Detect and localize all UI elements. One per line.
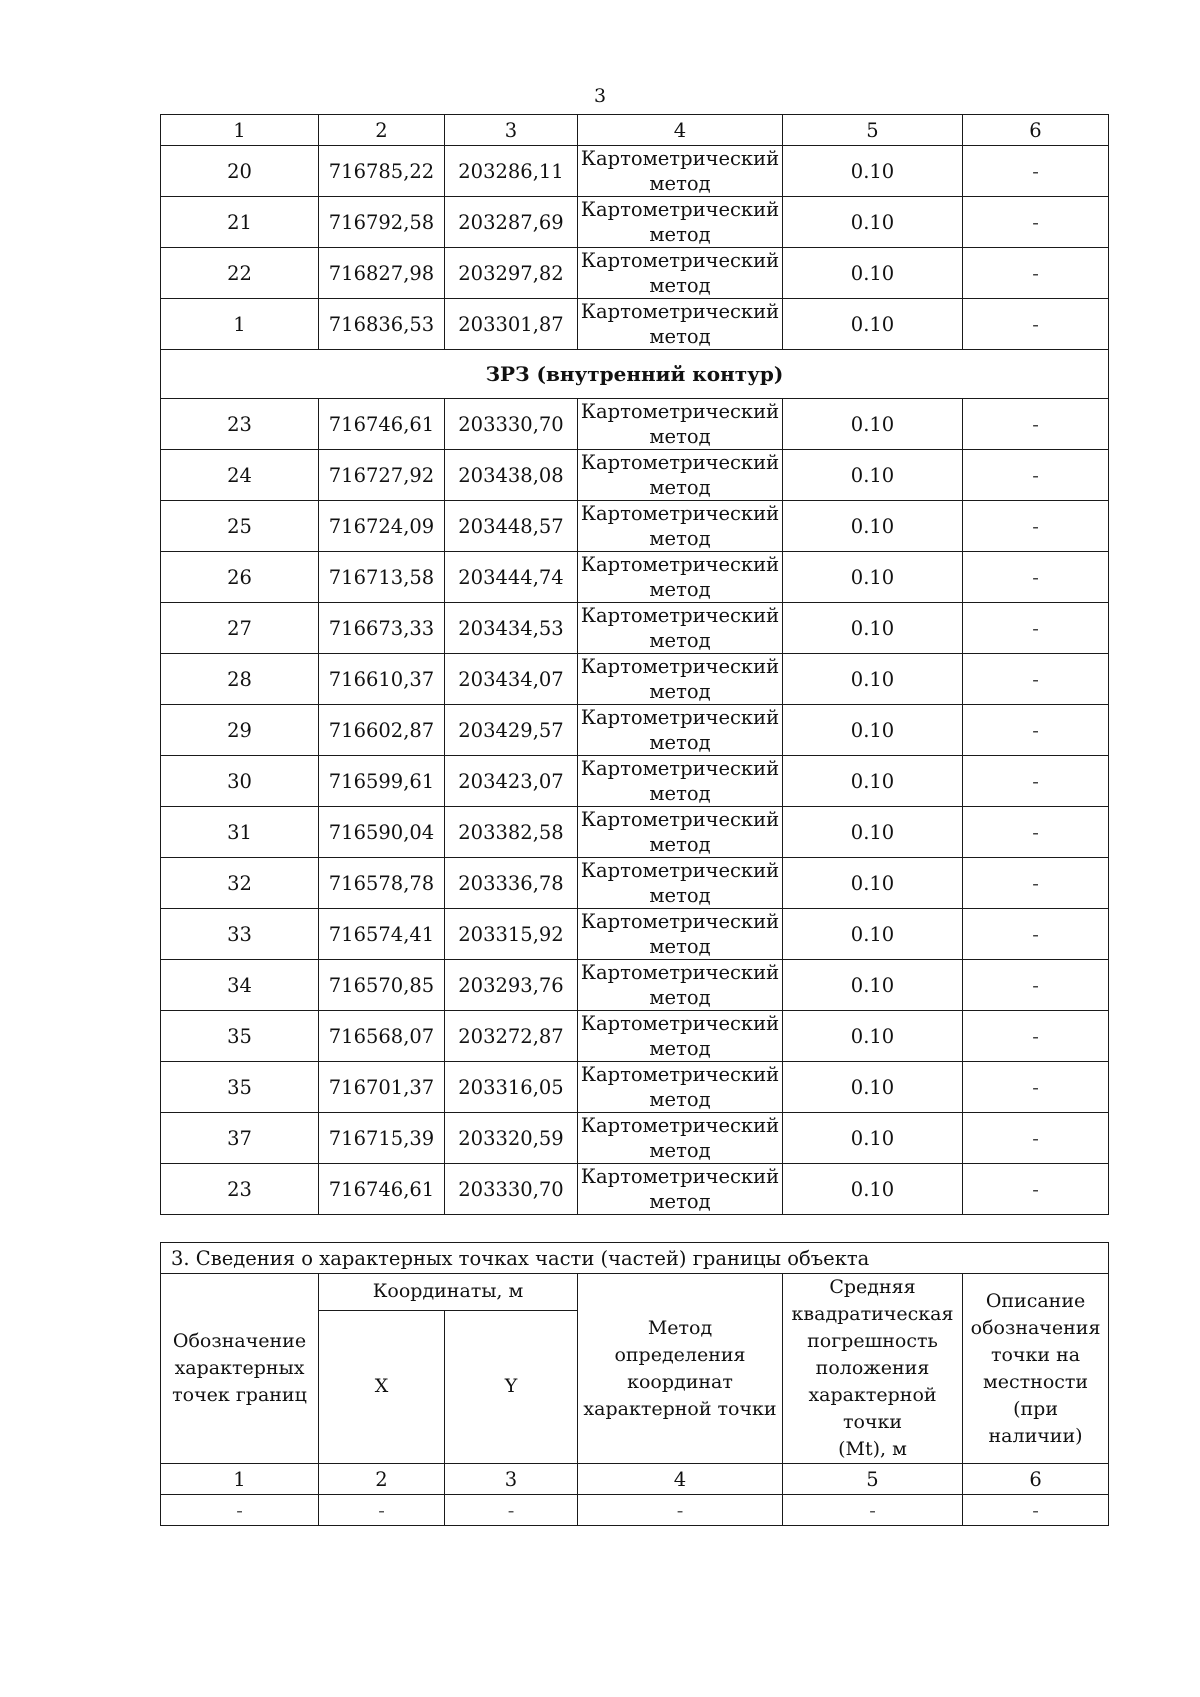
method-line: метод bbox=[649, 1139, 711, 1162]
method-line: метод bbox=[649, 325, 711, 348]
description-value: - bbox=[963, 756, 1109, 807]
coordinate-x: 716610,37 bbox=[319, 654, 445, 705]
coordinate-x: 716599,61 bbox=[319, 756, 445, 807]
method-line: Картометрический bbox=[580, 757, 780, 780]
point-number: 32 bbox=[161, 858, 319, 909]
table-row bbox=[161, 552, 1109, 603]
coordinate-y: 203272,87 bbox=[445, 1011, 578, 1062]
coordinate-y: 203301,87 bbox=[445, 299, 578, 350]
description-value: - bbox=[963, 807, 1109, 858]
method-cell bbox=[578, 858, 783, 909]
coordinate-x: 716713,58 bbox=[319, 552, 445, 603]
method-cell bbox=[578, 909, 783, 960]
method-line: Картометрический bbox=[580, 249, 780, 272]
method-cell bbox=[578, 960, 783, 1011]
point-number: 28 bbox=[161, 654, 319, 705]
table-row bbox=[161, 807, 1109, 858]
header-line: координат bbox=[627, 1370, 733, 1393]
coordinate-y: 203444,74 bbox=[445, 552, 578, 603]
coordinate-y: 203315,92 bbox=[445, 909, 578, 960]
table-row bbox=[161, 705, 1109, 756]
method-line: Картометрический bbox=[580, 553, 780, 576]
description-value: - bbox=[963, 146, 1109, 197]
table-row bbox=[161, 1113, 1109, 1164]
coordinate-x: 716746,61 bbox=[319, 1164, 445, 1215]
accuracy-value: 0.10 bbox=[783, 705, 963, 756]
method-cell bbox=[578, 146, 783, 197]
description-value: - bbox=[963, 1011, 1109, 1062]
point-number: 26 bbox=[161, 552, 319, 603]
header-line: определения bbox=[614, 1343, 746, 1366]
description-value: - bbox=[963, 197, 1109, 248]
accuracy-value: 0.10 bbox=[783, 1113, 963, 1164]
table-row bbox=[161, 960, 1109, 1011]
column-number: 5 bbox=[783, 1464, 963, 1495]
column-number: 1 bbox=[161, 1464, 319, 1495]
header-method bbox=[578, 1274, 783, 1464]
coordinate-y: 203293,76 bbox=[445, 960, 578, 1011]
coordinate-x: 716727,92 bbox=[319, 450, 445, 501]
header-accuracy bbox=[783, 1274, 963, 1464]
table-row bbox=[161, 248, 1109, 299]
coordinate-x: 716570,85 bbox=[319, 960, 445, 1011]
point-number: 21 bbox=[161, 197, 319, 248]
method-line: Картометрический bbox=[580, 502, 780, 525]
method-line: Картометрический bbox=[580, 604, 780, 627]
point-number: 30 bbox=[161, 756, 319, 807]
column-number: 2 bbox=[319, 1464, 445, 1495]
method-line: метод bbox=[649, 527, 711, 550]
point-number: 35 bbox=[161, 1011, 319, 1062]
coordinate-x: 716792,58 bbox=[319, 197, 445, 248]
header-line: характерной точки bbox=[583, 1397, 777, 1420]
description-value: - bbox=[963, 248, 1109, 299]
coordinate-x: 716701,37 bbox=[319, 1062, 445, 1113]
coordinate-x: 716724,09 bbox=[319, 501, 445, 552]
method-line: Картометрический bbox=[580, 451, 780, 474]
description-value: - bbox=[963, 299, 1109, 350]
method-line: Картометрический bbox=[580, 910, 780, 933]
method-line: метод bbox=[649, 935, 711, 958]
point-number: 23 bbox=[161, 1164, 319, 1215]
column-number: 5 bbox=[783, 115, 963, 146]
accuracy-value: 0.10 bbox=[783, 654, 963, 705]
header-line: точек границ bbox=[172, 1384, 307, 1406]
method-line: Картометрический bbox=[580, 1114, 780, 1137]
table-row bbox=[161, 197, 1109, 248]
accuracy-value: 0.10 bbox=[783, 552, 963, 603]
method-line: Картометрический bbox=[580, 300, 780, 323]
coordinate-x: 716746,61 bbox=[319, 399, 445, 450]
method-cell bbox=[578, 756, 783, 807]
header-line: обозначения bbox=[970, 1316, 1101, 1339]
point-number: 27 bbox=[161, 603, 319, 654]
header-line: точки на bbox=[990, 1343, 1081, 1366]
coordinate-x: 716578,78 bbox=[319, 858, 445, 909]
header-line: Средняя bbox=[829, 1276, 916, 1298]
header-line: положения bbox=[815, 1357, 930, 1379]
empty-cell: - bbox=[783, 1495, 963, 1526]
point-number: 37 bbox=[161, 1113, 319, 1164]
description-value: - bbox=[963, 909, 1109, 960]
header-line: Обозначение bbox=[172, 1330, 307, 1352]
empty-cell: - bbox=[578, 1495, 783, 1526]
accuracy-value: 0.10 bbox=[783, 299, 963, 350]
method-line: Картометрический bbox=[580, 147, 780, 170]
accuracy-value: 0.10 bbox=[783, 603, 963, 654]
method-line: Картометрический bbox=[580, 1165, 780, 1188]
accuracy-value: 0.10 bbox=[783, 197, 963, 248]
point-number: 35 bbox=[161, 1062, 319, 1113]
column-number: 6 bbox=[963, 1464, 1109, 1495]
method-line: метод bbox=[649, 274, 711, 297]
table-row bbox=[161, 858, 1109, 909]
table-row bbox=[161, 654, 1109, 705]
header-line: погрешность bbox=[807, 1330, 938, 1352]
header-point-designation bbox=[161, 1274, 319, 1464]
empty-cell: - bbox=[963, 1495, 1109, 1526]
column-number: 4 bbox=[578, 115, 783, 146]
column-number: 1 bbox=[161, 115, 319, 146]
accuracy-value: 0.10 bbox=[783, 501, 963, 552]
point-number: 25 bbox=[161, 501, 319, 552]
column-number: 4 bbox=[578, 1464, 783, 1495]
table-row bbox=[161, 1164, 1109, 1215]
header-line: (при bbox=[1013, 1397, 1058, 1420]
coordinate-x: 716836,53 bbox=[319, 299, 445, 350]
accuracy-value: 0.10 bbox=[783, 399, 963, 450]
table-row bbox=[161, 501, 1109, 552]
accuracy-value: 0.10 bbox=[783, 909, 963, 960]
description-value: - bbox=[963, 603, 1109, 654]
point-number: 24 bbox=[161, 450, 319, 501]
coordinate-x: 716827,98 bbox=[319, 248, 445, 299]
method-line: Картометрический bbox=[580, 198, 780, 221]
method-cell bbox=[578, 705, 783, 756]
method-line: метод bbox=[649, 1190, 711, 1213]
description-value: - bbox=[963, 705, 1109, 756]
method-line: метод bbox=[649, 680, 711, 703]
point-number: 23 bbox=[161, 399, 319, 450]
header-line: характерных bbox=[174, 1357, 305, 1379]
coordinate-y: 203434,53 bbox=[445, 603, 578, 654]
description-value: - bbox=[963, 960, 1109, 1011]
description-value: - bbox=[963, 450, 1109, 501]
table-row bbox=[161, 909, 1109, 960]
section-title: ЗРЗ (внутренний контур) bbox=[161, 350, 1109, 399]
empty-cell: - bbox=[319, 1495, 445, 1526]
coordinate-x: 716715,39 bbox=[319, 1113, 445, 1164]
method-cell bbox=[578, 1062, 783, 1113]
point-number: 20 bbox=[161, 146, 319, 197]
description-value: - bbox=[963, 858, 1109, 909]
method-line: Картометрический bbox=[580, 1012, 780, 1035]
method-line: метод bbox=[649, 425, 711, 448]
method-cell bbox=[578, 501, 783, 552]
header-line: характерной точки bbox=[808, 1384, 937, 1433]
method-cell bbox=[578, 299, 783, 350]
method-line: метод bbox=[649, 223, 711, 246]
coordinate-x: 716785,22 bbox=[319, 146, 445, 197]
accuracy-value: 0.10 bbox=[783, 450, 963, 501]
method-cell bbox=[578, 603, 783, 654]
method-cell bbox=[578, 1011, 783, 1062]
table-row bbox=[161, 603, 1109, 654]
coordinate-y: 203297,82 bbox=[445, 248, 578, 299]
header-coordinates: Координаты, м bbox=[319, 1274, 578, 1311]
coordinate-y: 203429,57 bbox=[445, 705, 578, 756]
accuracy-value: 0.10 bbox=[783, 146, 963, 197]
method-line: метод bbox=[649, 833, 711, 856]
coordinate-y: 203330,70 bbox=[445, 1164, 578, 1215]
description-value: - bbox=[963, 1062, 1109, 1113]
method-line: метод bbox=[649, 731, 711, 754]
header-line: местности bbox=[982, 1370, 1089, 1393]
coordinate-x: 716673,33 bbox=[319, 603, 445, 654]
coordinate-y: 203336,78 bbox=[445, 858, 578, 909]
column-number: 3 bbox=[445, 115, 578, 146]
column-numbers-row bbox=[161, 115, 1109, 146]
coordinate-y: 203316,05 bbox=[445, 1062, 578, 1113]
page-number: 3 bbox=[593, 85, 607, 107]
point-number: 29 bbox=[161, 705, 319, 756]
method-line: Картометрический bbox=[580, 1063, 780, 1086]
method-cell bbox=[578, 654, 783, 705]
point-number: 33 bbox=[161, 909, 319, 960]
point-number: 34 bbox=[161, 960, 319, 1011]
accuracy-value: 0.10 bbox=[783, 1164, 963, 1215]
method-line: метод bbox=[649, 986, 711, 1009]
coordinate-y: 203423,07 bbox=[445, 756, 578, 807]
description-value: - bbox=[963, 654, 1109, 705]
accuracy-value: 0.10 bbox=[783, 1011, 963, 1062]
description-value: - bbox=[963, 501, 1109, 552]
coordinate-y: 203286,11 bbox=[445, 146, 578, 197]
method-line: метод bbox=[649, 629, 711, 652]
description-value: - bbox=[963, 1113, 1109, 1164]
method-line: Картометрический bbox=[580, 655, 780, 678]
method-line: Картометрический bbox=[580, 859, 780, 882]
coordinate-y: 203448,57 bbox=[445, 501, 578, 552]
coordinate-y: 203434,07 bbox=[445, 654, 578, 705]
point-number: 1 bbox=[161, 299, 319, 350]
coordinate-x: 716574,41 bbox=[319, 909, 445, 960]
method-line: Картометрический bbox=[580, 808, 780, 831]
method-cell bbox=[578, 552, 783, 603]
accuracy-value: 0.10 bbox=[783, 960, 963, 1011]
empty-cell: - bbox=[161, 1495, 319, 1526]
coordinate-y: 203320,59 bbox=[445, 1113, 578, 1164]
header-x: X bbox=[319, 1310, 445, 1463]
description-value: - bbox=[963, 399, 1109, 450]
method-cell bbox=[578, 450, 783, 501]
table-row bbox=[161, 1011, 1109, 1062]
coordinate-y: 203330,70 bbox=[445, 399, 578, 450]
method-line: Картометрический bbox=[580, 400, 780, 423]
table-row bbox=[161, 146, 1109, 197]
accuracy-value: 0.10 bbox=[783, 807, 963, 858]
method-line: Картометрический bbox=[580, 706, 780, 729]
column-number: 6 bbox=[963, 115, 1109, 146]
coordinate-y: 203287,69 bbox=[445, 197, 578, 248]
table-row bbox=[161, 450, 1109, 501]
coordinate-y: 203438,08 bbox=[445, 450, 578, 501]
header-line: квадратическая bbox=[791, 1303, 954, 1325]
column-number: 2 bbox=[319, 115, 445, 146]
method-cell bbox=[578, 1164, 783, 1215]
method-line: метод bbox=[649, 884, 711, 907]
section-row bbox=[161, 350, 1109, 399]
header-y: Y bbox=[445, 1310, 578, 1463]
header-line: (Mt), м bbox=[838, 1438, 907, 1460]
accuracy-value: 0.10 bbox=[783, 756, 963, 807]
table-row bbox=[161, 756, 1109, 807]
method-line: метод bbox=[649, 172, 711, 195]
table-row bbox=[161, 399, 1109, 450]
point-number: 31 bbox=[161, 807, 319, 858]
header-line: Метод bbox=[647, 1316, 713, 1339]
method-cell bbox=[578, 399, 783, 450]
accuracy-value: 0.10 bbox=[783, 248, 963, 299]
coordinate-x: 716602,87 bbox=[319, 705, 445, 756]
coordinate-y: 203382,58 bbox=[445, 807, 578, 858]
coordinates-table bbox=[160, 114, 1109, 1215]
method-cell bbox=[578, 248, 783, 299]
parts-points-table bbox=[160, 1242, 1109, 1526]
table-row bbox=[161, 1062, 1109, 1113]
method-line: метод bbox=[649, 1088, 711, 1111]
coordinate-x: 716568,07 bbox=[319, 1011, 445, 1062]
section-caption: 3. Сведения о характерных точках части (частей) границы объекта bbox=[161, 1243, 1109, 1274]
method-line: метод bbox=[649, 578, 711, 601]
accuracy-value: 0.10 bbox=[783, 858, 963, 909]
description-value: - bbox=[963, 552, 1109, 603]
method-line: Картометрический bbox=[580, 961, 780, 984]
coordinate-x: 716590,04 bbox=[319, 807, 445, 858]
accuracy-value: 0.10 bbox=[783, 1062, 963, 1113]
description-value: - bbox=[963, 1164, 1109, 1215]
method-line: метод bbox=[649, 1037, 711, 1060]
header-description bbox=[963, 1274, 1109, 1464]
method-line: метод bbox=[649, 782, 711, 805]
method-line: метод bbox=[649, 476, 711, 499]
method-cell bbox=[578, 807, 783, 858]
header-line: Описание bbox=[985, 1289, 1086, 1312]
point-number: 22 bbox=[161, 248, 319, 299]
table-row bbox=[161, 299, 1109, 350]
empty-cell: - bbox=[445, 1495, 578, 1526]
method-cell bbox=[578, 1113, 783, 1164]
column-number: 3 bbox=[445, 1464, 578, 1495]
method-cell bbox=[578, 197, 783, 248]
header-line: наличии) bbox=[988, 1424, 1083, 1447]
